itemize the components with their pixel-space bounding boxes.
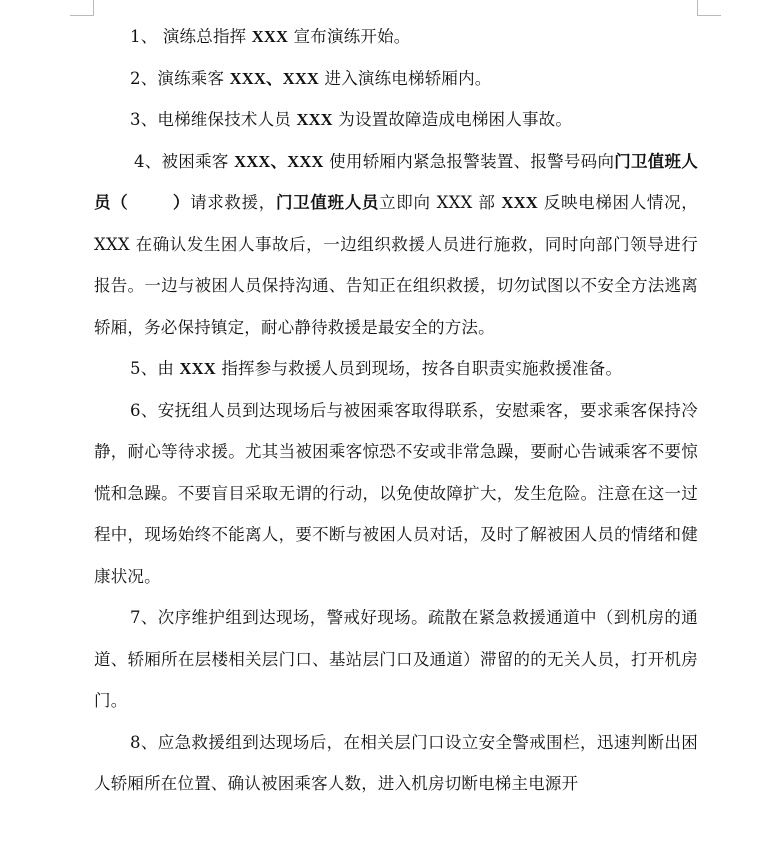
bold-text-run: XXX (251, 27, 289, 46)
paragraph-8 (94, 722, 698, 805)
paragraph-4 (94, 141, 698, 349)
text-run: 立即向 XXX 部 (379, 193, 502, 212)
bold-text-run: XXX (296, 110, 333, 129)
crop-mark-top-right-vertical (697, 0, 698, 15)
text-run: 为设置故障造成电梯困人事故。 (332, 110, 573, 129)
bold-text-run: 门卫值班人员 (276, 193, 380, 212)
paragraph-6 (94, 390, 698, 598)
bold-text-run: XXX、XXX (234, 151, 324, 171)
text-run: 5、由 (130, 359, 180, 378)
text-run: 8、应急救援组到达现场后，在相关层门口设立安全警戒围栏，迅速判断出困人轿厢所在位置、确认被困乘客人数，进入机房切断电梯主电源开 (94, 732, 698, 793)
text-run: 7、次序维护组到达现场，警戒好现场。疏散在紧急救援通道中（到机房的通道、轿厢所在层楼相关层门口、基站层门口及通道）滞留的的无关人员，打开机房门。 (94, 608, 698, 710)
text-run: 2、演练乘客 (130, 68, 230, 88)
text-run: 请求救援， (190, 193, 276, 212)
paragraph-7 (94, 597, 698, 722)
text-run: 4、被困乘客 (134, 151, 235, 171)
paragraph-3 (94, 99, 698, 141)
paragraph-1 (94, 16, 698, 58)
bold-text-run: XXX、XXX (229, 68, 320, 88)
text-run: 宣布演练开始。 (288, 27, 411, 46)
text-run: 3、电梯维保技术人员 (130, 110, 297, 129)
paragraph-2 (94, 58, 698, 100)
crop-mark-top-right-horizontal (697, 15, 721, 16)
text-run: 进入演练电梯轿厢内。 (319, 68, 492, 88)
text-run: 指挥参与救援人员到现场，按各自职责实施救援准备。 (215, 359, 623, 378)
document-body (94, 16, 698, 805)
text-run: 反映电梯困人情况，XXX 在确认发生困人事故后，一边组织救援人员进行施救，同时向部门领导进行报告。一边与被困人员保持沟通、告知正在组织救援，切勿试图以不安全方法逃离轿厢，务必保持镇定，耐心静待救援是最安全的方法。 (94, 193, 699, 337)
text-run: 1、 演练总指挥 (130, 27, 252, 46)
paragraph-5 (94, 348, 698, 390)
text-run: 使用轿厢内紧急报警装置、报警号码向 (323, 151, 615, 171)
bold-text-run: ） (172, 193, 191, 212)
bold-text-run: 门卫值班人员（ (94, 151, 698, 212)
bold-text-run: XXX (179, 359, 216, 378)
text-run: 6、安抚组人员到达现场后与被困乘客取得联系，安慰乘客，要求乘客保持冷静，耐心等待求援。尤其当被困乘客惊恐不安或非常急躁，要耐心告诫乘客不要惊慌和急躁。不要盲目采取无谓的行动，以免使故障扩大，发生危险。注意在这一过程中，现场始终不能离人，要不断与被困人员对话，及时了解被困人员的情绪和健康状况。 (94, 400, 698, 586)
crop-mark-top-left-vertical (93, 0, 94, 15)
crop-mark-top-left-horizontal (70, 15, 94, 16)
bold-text-run: XXX (501, 193, 538, 212)
